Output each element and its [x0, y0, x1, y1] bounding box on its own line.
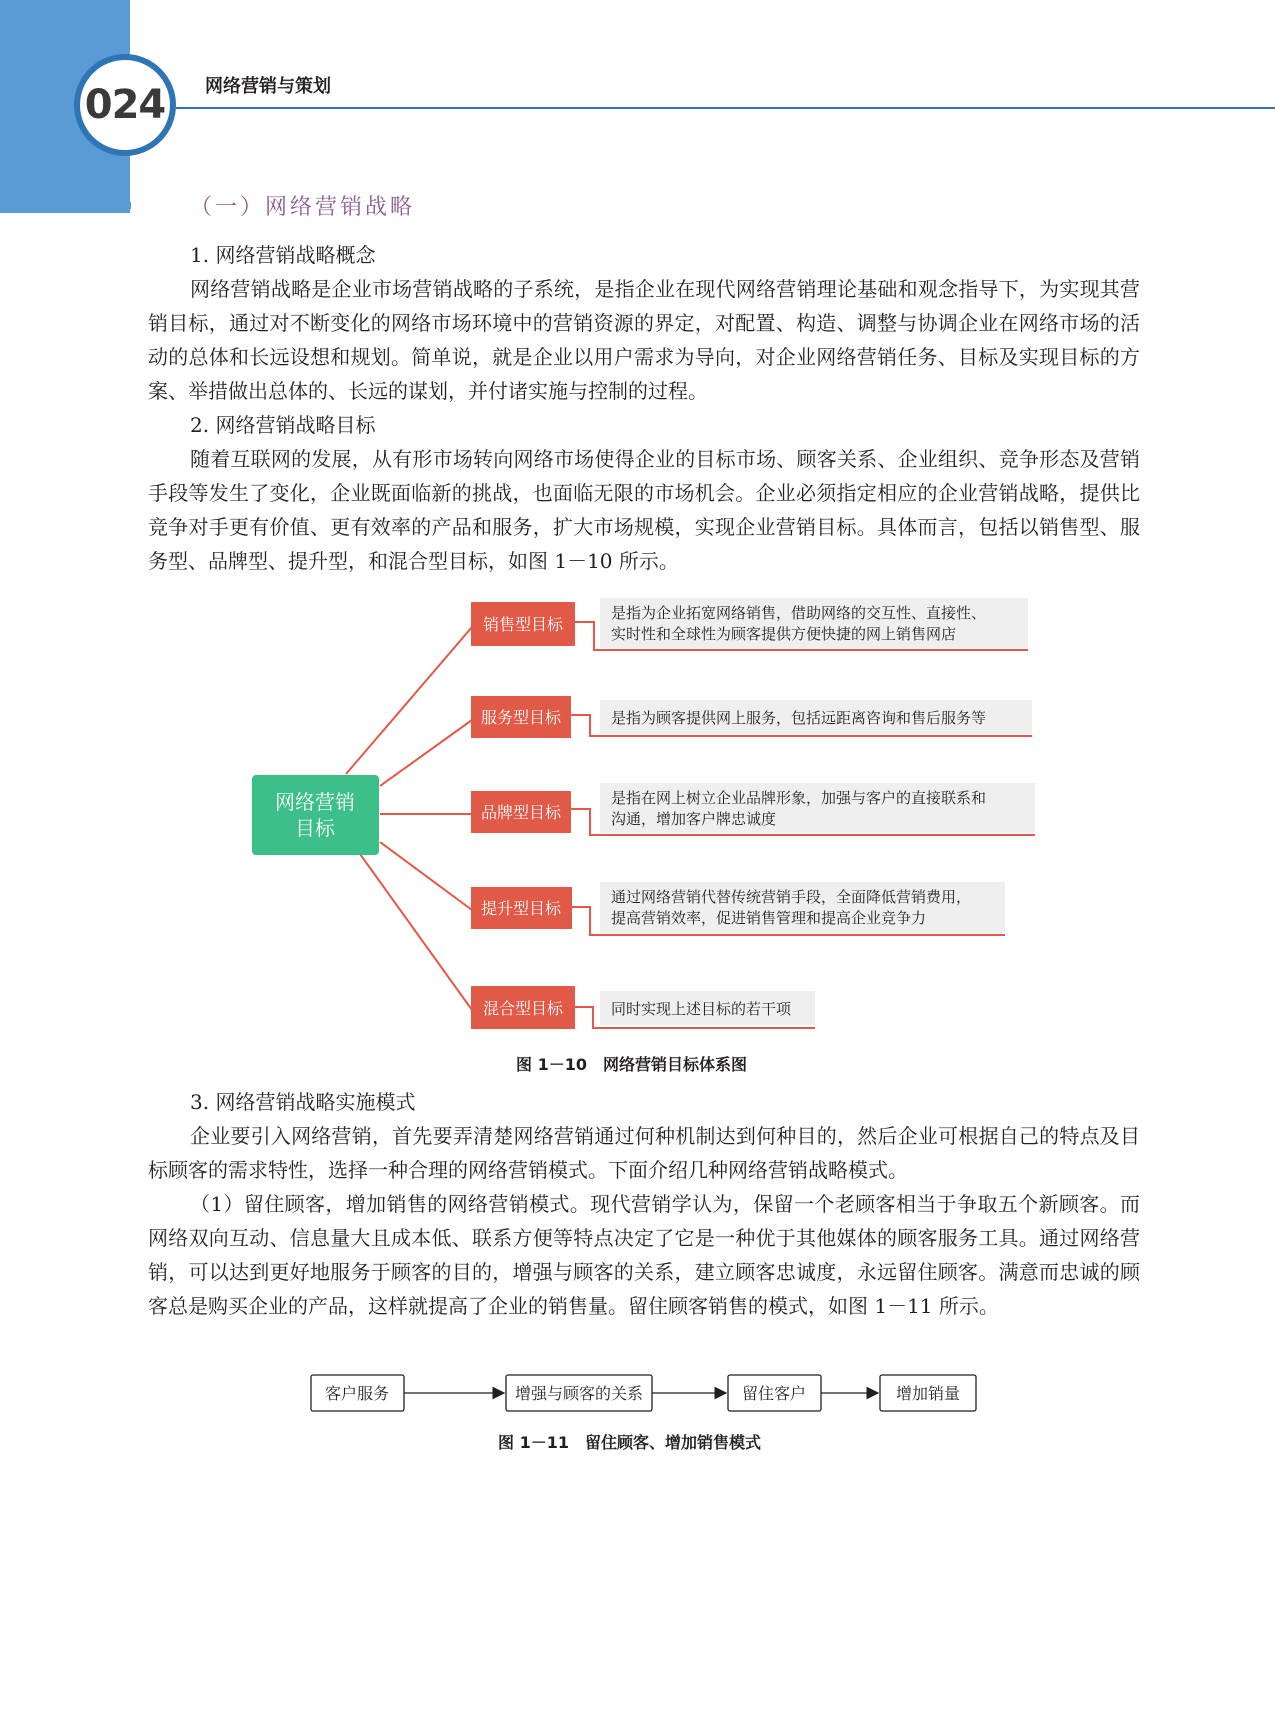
figure-caption-1-11: 图 1－11 留住顾客、增加销售模式: [498, 1433, 761, 1452]
branch-desc-line1: 是指为企业拓宽网络销售，借助网络的交互性、直接性、: [611, 604, 987, 622]
paragraph-3: 企业要引入网络营销，首先要弄清楚网络营销通过何种机制达到何种目的，然后企业可根据自己的特点及目标顾客的需求特性，选择一种合理的网络营销模式。下面介绍几种网络营销战略模式。: [148, 1124, 1140, 1182]
center-node: [252, 775, 379, 855]
branch-label: 服务型目标: [480, 708, 562, 727]
section-heading: （一）网络营销战略: [190, 195, 416, 220]
goal-system-diagram: [0, 590, 1275, 1030]
text-block-1: [148, 238, 1140, 578]
retention-flow-diagram: [0, 1370, 1275, 1420]
paragraph-1: 网络营销战略是企业市场营销战略的子系统，是指企业在现代网络营销理论基础和观念指导下，为实现其营销目标，通过对不断变化的网络市场环境中的营销资源的界定，对配置、构造、调整与协调企业在网络市场的活动的总体和长远设想和规划。简单说，就是企业以用户需求为导向，对企业网络营销任务、目标及实现目标的方案、举措做出总体的、长远的谋划，并付诸实施与控制的过程。: [148, 277, 1140, 403]
pixel-decoration: [124, 202, 131, 209]
text-block-2: [148, 1085, 1140, 1323]
book-title: 网络营销与策划: [205, 76, 331, 97]
page-number: 024: [84, 82, 166, 128]
branch-desc-line2: 沟通，增加客户牌忠诚度: [611, 810, 777, 828]
branch-desc-line2: 实时性和全球性为顾客提供方便快捷的网上销售网店: [611, 625, 957, 643]
figure-caption-1-10: 图 1－10 网络营销目标体系图: [516, 1055, 747, 1074]
branch-desc-line1: 通过网络营销代替传统营销手段，全面降低营销费用，: [611, 888, 972, 906]
branch-desc-line2: 提高营销效率，促进销售管理和提高企业竞争力: [611, 909, 927, 927]
paragraph-4: （1）留住顾客，增加销售的网络营销模式。现代营销学认为，保留一个老顾客相当于争取五个新顾客。而网络双向互动、信息量大且成本低、联系方便等特点决定了它是一种优于其他媒体的顾客服务工具。通过网络营销，可以达到更好地服务于顾客的目的，增强与顾客的关系，建立顾客忠诚度，永远留住顾客。满意而忠诚的顾客总是购买企业的产品，这样就提高了企业的销售量。留住顾客销售的模式，如图 1－11 所示。: [148, 1192, 1140, 1318]
branch-label: 提升型目标: [480, 899, 562, 918]
branch-desc-line1: 是指在网上树立企业品牌形象，加强与客户的直接联系和: [611, 789, 987, 807]
center-label-line1: 网络营销: [275, 790, 355, 814]
center-label-line2: 目标: [295, 816, 335, 840]
header-rule: [176, 107, 1275, 109]
page-number-badge: [74, 54, 176, 156]
flow-step-label: 客户服务: [324, 1384, 390, 1403]
branch-desc-line1: 是指为顾客提供网上服务，包括远距离咨询和售后服务等: [611, 709, 987, 727]
branch-label: 混合型目标: [482, 999, 564, 1018]
flow-step-label: 增强与顾客的关系: [514, 1384, 644, 1403]
flow-step-label: 留住客户: [741, 1384, 807, 1403]
subheading-3: 3. 网络营销战略实施模式: [190, 1090, 416, 1114]
subheading-2: 2. 网络营销战略目标: [190, 413, 376, 437]
branch-label: 品牌型目标: [480, 803, 562, 822]
pixel-decoration: [100, 193, 109, 202]
branch-desc-line1: 同时实现上述目标的若干项: [611, 1000, 792, 1018]
subheading-1: 1. 网络营销战略概念: [190, 243, 376, 267]
paragraph-2: 随着互联网的发展，从有形市场转向网络市场使得企业的目标市场、顾客关系、企业组织、竞争形态及营销手段等发生了变化，企业既面临新的挑战，也面临无限的市场机会。企业必须指定相应的企业营销战略，提供比竞争对手更有价值、更有效率的产品和服务，扩大市场规模，实现企业营销目标。具体而言，包括以销售型、服务型、品牌型、提升型，和混合型目标，如图 1－10 所示。: [148, 447, 1140, 573]
flow-step-label: 增加销量: [895, 1384, 961, 1403]
pixel-decoration: [110, 196, 121, 207]
branch-label: 销售型目标: [482, 615, 564, 634]
